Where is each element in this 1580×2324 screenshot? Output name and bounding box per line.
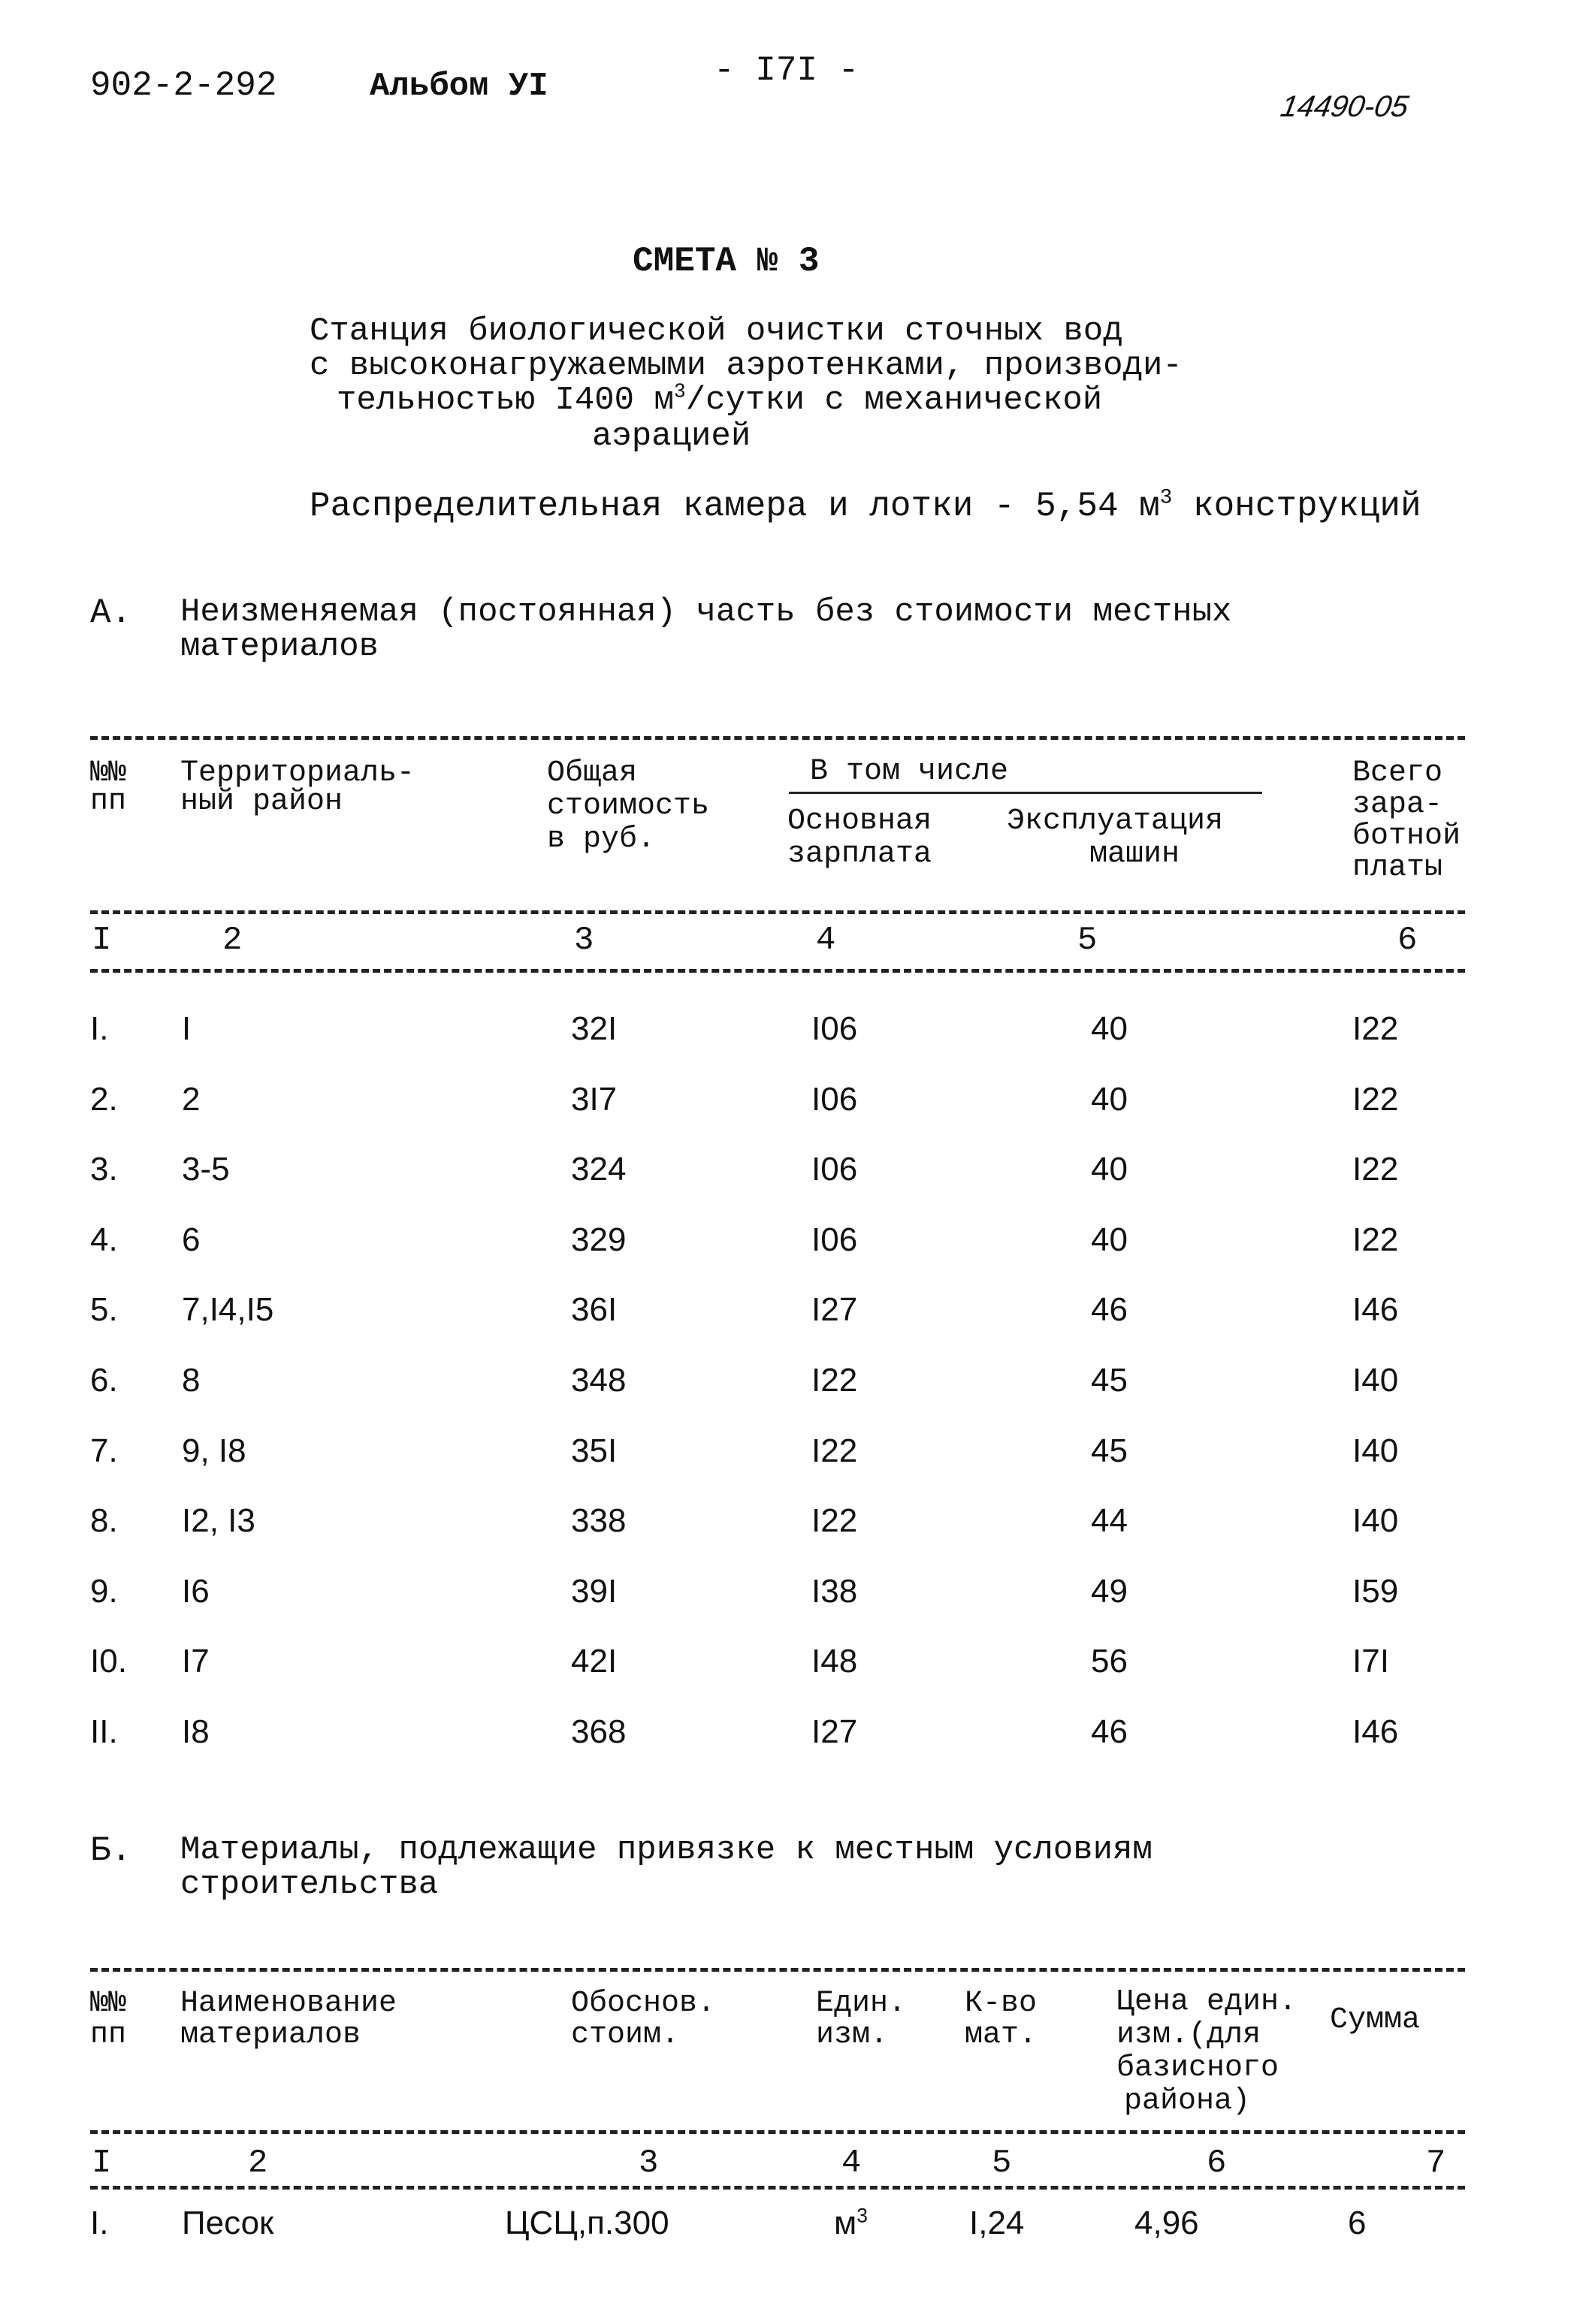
object-text: Распределительная камера и лотки - 5,54 м (310, 487, 1160, 526)
table-b-colnum-6: 6 (1207, 2144, 1227, 2182)
table-a-total-wages: I22 (1352, 1221, 1399, 1258)
table-a-machine-operation: 40 (1091, 1010, 1128, 1047)
table-b-colnum-rule (90, 2186, 1465, 2190)
table-a-total-cost: 35I (571, 1432, 618, 1469)
table-a-base-wage: I27 (811, 1291, 858, 1328)
table-a-total-cost: 338 (571, 1502, 627, 1539)
table-a-h-all-2: зара- (1352, 788, 1443, 822)
section-b-marker: Б. (90, 1831, 132, 1870)
table-a-total-cost: 3I7 (571, 1081, 618, 1118)
table-a-region: I8 (182, 1713, 210, 1750)
table-a-total-cost: 329 (571, 1221, 627, 1258)
table-b-h-unit-1: Един. (816, 1987, 907, 2021)
table-b-h-price-3: базисного (1116, 2051, 1279, 2085)
table-a-machine-operation: 46 (1091, 1291, 1128, 1328)
table-a-total-cost: 39I (571, 1573, 618, 1610)
table-b-h-name-2: материалов (180, 2018, 361, 2052)
table-a-base-wage: I06 (811, 1010, 858, 1047)
section-a-line-1: Неизменяемая (постоянная) часть без стоимости местных (180, 593, 1232, 631)
table-a-row-number: 8. (90, 1502, 118, 1539)
table-a-region: 9, I8 (182, 1432, 246, 1469)
table-a-incl-underline (789, 792, 1262, 794)
table-a-total-wages: I46 (1352, 1291, 1399, 1328)
table-a-base-wage: I06 (811, 1221, 858, 1258)
table-a-h-incl: В том числе (810, 755, 1009, 789)
table-a-h-all-4: платы (1352, 851, 1443, 885)
table-b-h-num-1: №№ (90, 1987, 127, 2021)
table-b-top-rule (90, 1968, 1465, 1972)
table-b-h-qty-1: К-во (965, 1987, 1038, 2021)
table-a-region: 3-5 (182, 1151, 230, 1188)
inventory-stamp: 14490-05 (1278, 90, 1412, 123)
table-a-row-number: I0. (90, 1643, 127, 1680)
section-a-line-2: материалов (180, 628, 379, 666)
table-a-machine-operation: 40 (1091, 1221, 1128, 1258)
table-a-row-number: 2. (90, 1081, 118, 1118)
table-a-row-number: 5. (90, 1291, 118, 1328)
table-a-row-number: II. (90, 1713, 118, 1750)
table-a-h-wage-2: зарплата (787, 838, 932, 871)
table-a-region: 6 (182, 1221, 201, 1258)
table-a-machine-operation: 56 (1091, 1643, 1128, 1680)
doc-code: 902-2-292 (90, 66, 277, 105)
table-a-region: 2 (182, 1081, 201, 1118)
object-sup: 3 (1159, 486, 1173, 510)
table-b-h-basis-1: Обоснов. (571, 1987, 716, 2021)
table-a-total-wages: I59 (1352, 1573, 1399, 1610)
subtitle-line-3b: /сутки с механической (685, 382, 1103, 419)
table-a-region: I (182, 1010, 192, 1047)
table-b-colnum-7: 7 (1426, 2144, 1446, 2182)
table-a-row-number: 9. (90, 1573, 118, 1610)
table-a-total-cost: 368 (571, 1713, 627, 1750)
table-a-total-wages: I40 (1352, 1502, 1399, 1539)
table-b-h-basis-2: стоим. (571, 2018, 680, 2052)
table-a-machine-operation: 45 (1091, 1432, 1128, 1469)
section-a-marker: А. (90, 593, 132, 632)
table-b-material-name: Песок (182, 2205, 274, 2241)
table-a-row-number: 3. (90, 1151, 118, 1188)
table-a-total-cost: 348 (571, 1362, 627, 1399)
table-a-region: I2, I3 (182, 1502, 255, 1539)
object-line (310, 487, 1421, 526)
table-b-colnum-5: 5 (992, 2144, 1012, 2182)
table-a-total-wages: I40 (1352, 1362, 1399, 1399)
table-a-colnum-4: 4 (816, 922, 836, 959)
table-a-row-number: I. (90, 1010, 109, 1047)
table-a-h-wage-1: Основная (787, 804, 932, 838)
table-a-h-total-3: в руб. (547, 822, 656, 856)
subtitle-line-3-sup: 3 (673, 380, 686, 403)
table-a-h-region-1: Территориаль- (180, 756, 415, 790)
table-a-total-wages: I7I (1352, 1643, 1389, 1680)
table-a-base-wage: I38 (811, 1573, 858, 1610)
table-a-machine-operation: 49 (1091, 1573, 1128, 1610)
table-a-total-cost: 36I (571, 1291, 618, 1328)
subtitle-line-2: с высоконагружаемыми аэротенками, производи- (310, 347, 1183, 385)
table-a-h-all-3: ботной (1352, 819, 1461, 853)
table-a-base-wage: I22 (811, 1502, 858, 1539)
table-b-h-price-2: изм.(для (1116, 2018, 1261, 2052)
table-b-sum: 6 (1348, 2205, 1367, 2241)
table-a-machine-operation: 40 (1091, 1081, 1128, 1118)
table-b-colnum-4: 4 (841, 2144, 862, 2182)
table-a-base-wage: I22 (811, 1362, 858, 1399)
table-a-total-cost: 324 (571, 1151, 627, 1188)
table-a-colnum-1: I (92, 922, 112, 959)
table-a-base-wage: I06 (811, 1151, 858, 1188)
table-a-colnum-6: 6 (1397, 922, 1418, 959)
table-a-total-wages: I22 (1352, 1151, 1399, 1188)
subtitle-line-3 (337, 382, 1102, 419)
object-tail: конструкций (1172, 487, 1421, 526)
table-a-total-wages: I46 (1352, 1713, 1399, 1750)
table-a-total-cost: 32I (571, 1010, 618, 1047)
table-a-machine-operation: 44 (1091, 1502, 1128, 1539)
table-a-colnum-2: 2 (222, 922, 243, 959)
table-a-region: I7 (182, 1643, 210, 1680)
table-a-machine-operation: 46 (1091, 1713, 1128, 1750)
table-b-h-num-2: пп (90, 2018, 127, 2052)
table-b-colnum-3: 3 (639, 2144, 659, 2182)
table-a-header-rule (90, 910, 1465, 914)
table-a-row-number: 6. (90, 1362, 118, 1399)
table-a-machine-operation: 45 (1091, 1362, 1128, 1399)
table-b-h-price-1: Цена един. (1116, 1985, 1298, 2019)
table-a-h-mach-1: Эксплуатация (1007, 804, 1224, 838)
table-a-h-region-2: ный район (180, 785, 343, 819)
table-a-total-wages: I22 (1352, 1081, 1399, 1118)
table-a-region: 7,I4,I5 (182, 1291, 274, 1328)
table-a-h-all-1: Всего (1352, 756, 1443, 790)
table-a-h-total-1: Общая (547, 756, 638, 790)
table-a-base-wage: I22 (811, 1432, 858, 1469)
table-a-colnum-5: 5 (1077, 922, 1098, 959)
table-b-cost-basis: ЦСЦ,п.300 (505, 2205, 669, 2241)
table-a-h-total-2: стоимость (547, 789, 710, 823)
table-a-base-wage: I48 (811, 1643, 858, 1680)
table-a-base-wage: I06 (811, 1081, 858, 1118)
table-a-h-num-2: пп (90, 785, 127, 819)
table-b-unit (834, 2204, 868, 2241)
table-a-total-wages: I22 (1352, 1010, 1399, 1047)
table-a-base-wage: I27 (811, 1713, 858, 1750)
estimate-title: СМЕТА № 3 (633, 242, 820, 281)
table-a-machine-operation: 40 (1091, 1151, 1128, 1188)
table-b-h-sum: Сумма (1330, 2003, 1421, 2037)
table-b-unit-sup: 3 (856, 2204, 868, 2227)
table-a-colnum-3: 3 (574, 922, 594, 959)
table-b-colnum-1: I (92, 2144, 112, 2182)
table-b-row-number: I. (90, 2205, 109, 2241)
table-a-row-number: 4. (90, 1221, 118, 1258)
page-number: - I7I - (714, 51, 859, 90)
table-a-h-num-1: №№ (90, 756, 127, 790)
table-a-h-mach-2: машин (1089, 838, 1180, 871)
table-a-row-number: 7. (90, 1432, 118, 1469)
table-a-colnum-rule (90, 969, 1465, 973)
subtitle-line-4: аэрацией (592, 418, 751, 455)
subtitle-line-1: Станция биологической очистки сточных вод (310, 312, 1123, 350)
table-b-colnum-2: 2 (248, 2144, 268, 2182)
table-a-total-wages: I40 (1352, 1432, 1399, 1469)
table-a-total-cost: 42I (571, 1643, 618, 1680)
table-b-header-rule (90, 2130, 1465, 2134)
table-b-h-unit-2: изм. (816, 2018, 889, 2052)
section-b-line-2: строительства (180, 1866, 439, 1903)
table-b-h-name-1: Наименование (180, 1987, 397, 2021)
table-b-unit-base: м (834, 2205, 857, 2241)
table-a-region: 8 (182, 1362, 201, 1399)
album-label: Альбом УI (370, 68, 548, 105)
table-b-quantity: I,24 (969, 2205, 1025, 2241)
table-a-region: I6 (182, 1573, 210, 1610)
table-b-h-price-4: района) (1124, 2084, 1251, 2118)
table-a-top-rule (90, 736, 1465, 740)
table-b-h-qty-2: мат. (965, 2018, 1038, 2052)
table-b-unit-price: 4,96 (1134, 2205, 1199, 2241)
subtitle-line-3a: тельностью I400 м (337, 382, 674, 419)
section-b-line-1: Материалы, подлежащие привязке к местным условиям (180, 1831, 1153, 1869)
